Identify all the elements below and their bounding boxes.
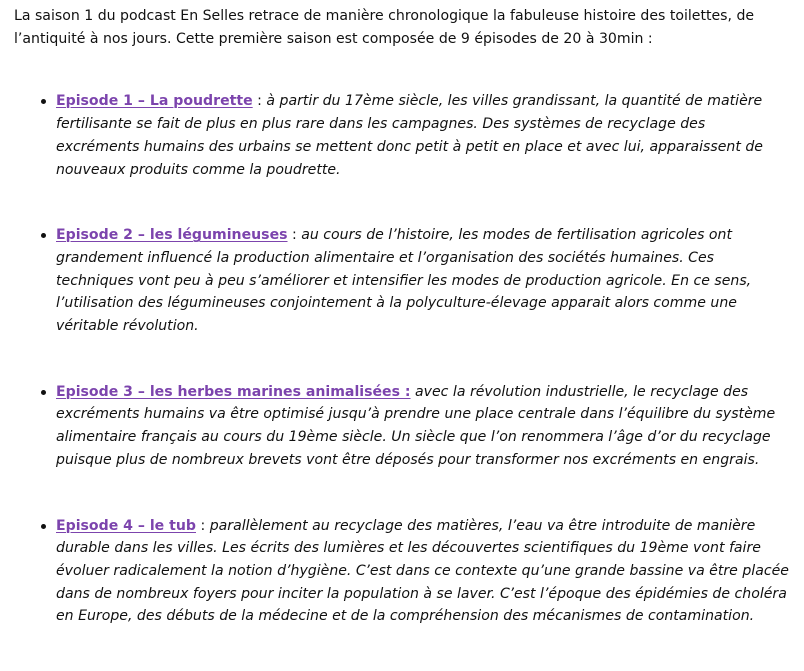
episode-list bbox=[14, 90, 790, 628]
episode-3-description: avec la révolution industrielle, le recyclage des excréments humains va être optimisé jusqu’à prendre une place centrale dans l’équilibre du système alimentaire français au cours du 19ème siècle. Un siècle que l’on renommera l’âge d’or du recyclage puisque plus de nombreux brevets vont être déposés pour transformer nos excréments en engrais. bbox=[56, 383, 776, 468]
episode-1-description: à partir du 17ème siècle, les villes grandissant, la quantité de matière fertilisante se fait de plus en plus rare dans les campagnes. Des systèmes de recyclage des excréments humains des urbains se mettent donc petit à petit en place et avec lui, apparaissent de nouveaux produits comme la poudrette. bbox=[56, 93, 763, 178]
episode-4-description: parallèlement au recyclage des matières, l’eau va être introduite de manière durable dans les villes. Les écrits des lumières et les découvertes scientifiques du 19ème vont faire évoluer radicalement la notion d’hygiène. C’est dans ce contexte qu’une grande bassine va être placée dans de nombreux foyers pour inciter la population à se laver. C’est l’époque des épidémies de choléra en Europe, des débuts de la médecine et de la compréhension des mécanismes de contamination. bbox=[56, 517, 789, 625]
episode-item-3 bbox=[14, 381, 790, 472]
episode-4-link[interactable]: Episode 4 – le tub bbox=[56, 517, 196, 534]
episode-separator: : bbox=[252, 93, 267, 110]
episode-item-4 bbox=[14, 515, 790, 629]
bullet-icon bbox=[41, 99, 46, 104]
episode-separator: : bbox=[196, 517, 210, 534]
episode-1-link[interactable]: Episode 1 – La poudrette bbox=[56, 93, 253, 110]
intro-paragraph: La saison 1 du podcast En Selles retrace de manière chronologique la fabuleuse histoire des toilettes, de l’antiquité à nos jours. Cette première saison est composée de 9 épisodes de 20 à 30min : bbox=[14, 8, 755, 47]
bullet-icon bbox=[41, 233, 46, 238]
episode-item-2 bbox=[14, 224, 790, 338]
episode-separator: : bbox=[287, 227, 302, 244]
article-content bbox=[14, 5, 790, 671]
episode-2-description: au cours de l’histoire, les modes de fertilisation agricoles ont grandement influencé la production alimentaire et l’organisation des sociétés humaines. Ces techniques vont peu à peu s’améliorer et intensifier les modes de production agricole. En ce sens, l’utilisation des légumineuses conjointement à la polyculture-élevage apparait alors comme une véritable révolution. bbox=[56, 227, 752, 335]
bullet-icon bbox=[41, 390, 46, 395]
episode-item-1 bbox=[14, 90, 790, 181]
episode-3-link[interactable]: Episode 3 – les herbes marines animalisées : bbox=[56, 383, 411, 400]
bullet-icon bbox=[41, 524, 46, 529]
episode-2-link[interactable]: Episode 2 – les légumineuses bbox=[56, 227, 288, 244]
